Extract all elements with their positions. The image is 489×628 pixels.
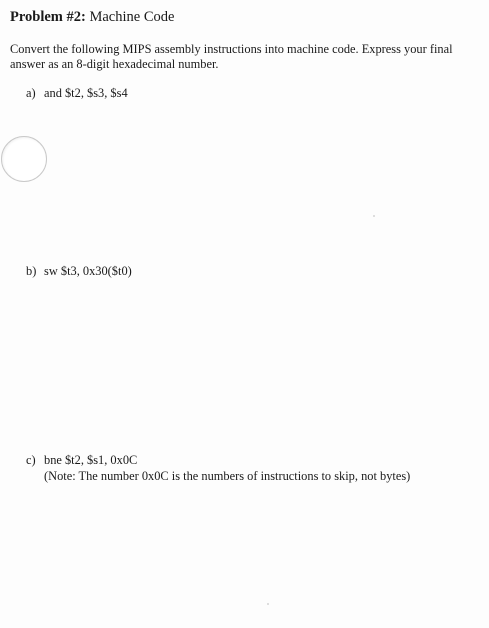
part-c: [26, 453, 137, 468]
part-a-letter: a): [26, 86, 36, 100]
binder-hole-punch: [1, 136, 47, 182]
part-b: [26, 264, 132, 279]
problem-heading: [10, 9, 174, 26]
scan-speck: [373, 215, 375, 217]
problem-label: Problem #2:: [10, 9, 86, 25]
part-c-letter: c): [26, 453, 36, 467]
part-b-instruction: sw $t3, 0x30($t0): [44, 264, 132, 278]
problem-title: Machine Code: [89, 9, 175, 25]
scan-speck: [267, 603, 269, 605]
part-c-note: (Note: The number 0x0C is the numbers of instructions to skip, not bytes): [44, 469, 411, 483]
instructions-line-2: answer as an 8-digit hexadecimal number.: [10, 57, 219, 71]
part-a-instruction: and $t2, $s3, $s4: [44, 86, 128, 100]
part-c-instruction: bne $t2, $s1, 0x0C: [44, 453, 138, 467]
part-b-letter: b): [26, 264, 37, 278]
instructions-line-1: Convert the following MIPS assembly instructions into machine code. Express your final: [10, 42, 453, 56]
part-a: [26, 86, 128, 101]
instructions-paragraph: [10, 42, 480, 72]
